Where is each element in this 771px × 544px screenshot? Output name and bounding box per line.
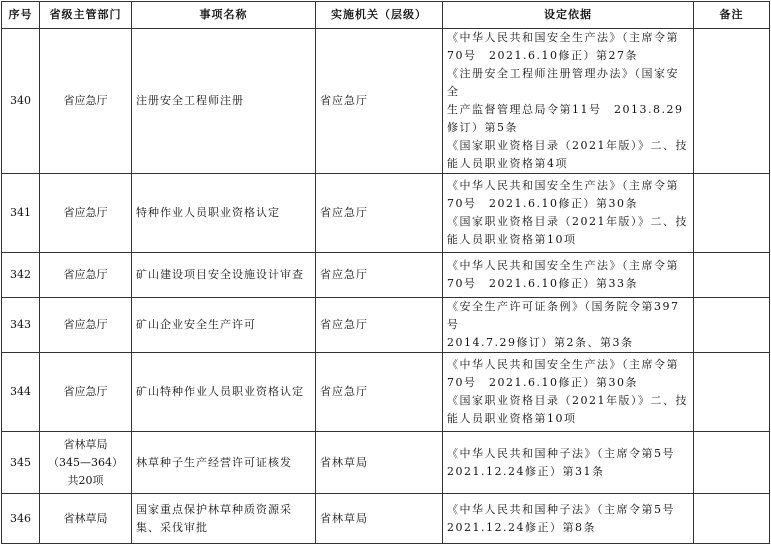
cell-no: 345	[2, 432, 40, 494]
cell-org: 省应急厅	[316, 298, 443, 353]
table-row	[2, 353, 770, 432]
cell-no: 344	[2, 353, 40, 432]
cell-no: 341	[2, 174, 40, 253]
cell-basis	[443, 494, 694, 544]
cell-name: 特种作业人员职业资格认定	[132, 174, 316, 253]
cell-basis	[443, 353, 694, 432]
cell-note	[694, 494, 770, 544]
basis-line: 《国家职业资格目录（2021年版）》二、技	[447, 394, 688, 407]
header-basis: 设定依据	[443, 2, 694, 29]
table-row	[2, 432, 770, 494]
dept-line: 省林草局	[63, 511, 108, 525]
basis-line: 2014.7.29修订）第2条、第3条	[447, 336, 634, 349]
basis-line: 能人员职业资格第10项	[447, 412, 577, 425]
cell-dept	[40, 174, 132, 253]
cell-org: 省林草局	[316, 432, 443, 494]
cell-dept	[40, 298, 132, 353]
cell-org: 省应急厅	[316, 174, 443, 253]
cell-dept	[40, 353, 132, 432]
header-row	[2, 2, 770, 29]
table-row	[2, 298, 770, 353]
table-row	[2, 174, 770, 253]
header-name: 事项名称	[132, 2, 316, 29]
basis-line: 《安全生产许可证条例》（国务院令第397号	[447, 300, 680, 331]
basis-line: 《国家职业资格目录（2021年版）》二、技	[447, 139, 688, 152]
cell-basis	[443, 432, 694, 494]
table-row	[2, 29, 770, 174]
dept-line: 省应急厅	[63, 94, 108, 107]
cell-note	[694, 253, 770, 298]
cell-no: 340	[2, 29, 40, 174]
basis-line: 《中华人民共和国种子法》（主席令第5号	[447, 446, 675, 460]
header-note: 备注	[694, 2, 770, 29]
cell-note	[694, 432, 770, 494]
basis-line: 《注册安全工程师注册管理办法》（国家安全	[447, 67, 679, 98]
cell-name: 注册安全工程师注册	[132, 29, 316, 174]
cell-org: 省应急厅	[316, 253, 443, 298]
table-row	[2, 494, 770, 544]
basis-line: 《中华人民共和国种子法》（主席令第5号	[447, 502, 675, 516]
table-row	[2, 253, 770, 298]
basis-line: 《中华人民共和国安全生产法》（主席令第	[447, 179, 679, 192]
cell-basis	[443, 29, 694, 174]
basis-line: 《中华人民共和国安全生产法》（主席令第	[447, 358, 679, 371]
cell-name: 矿山建设项目安全设施设计审查	[132, 253, 316, 298]
basis-line: 2021.12.24修正）第31条	[447, 464, 605, 478]
basis-line: 《中华人民共和国安全生产法》（主席令第	[447, 31, 679, 44]
basis-line: 70号 2021.6.10修正）第27条	[447, 49, 638, 62]
basis-line: 2021.12.24修正）第8条	[447, 520, 596, 534]
cell-dept	[40, 29, 132, 174]
dept-line: 省林草局	[63, 437, 108, 451]
cell-dept	[40, 253, 132, 298]
dept-line: 省应急厅	[63, 268, 108, 281]
cell-note	[694, 174, 770, 253]
basis-line: 能人员职业资格第10项	[447, 233, 577, 246]
cell-name: 国家重点保护林草种质资源采集、采伐审批	[132, 494, 316, 544]
basis-line: 《国家职业资格目录（2021年版）》二、技	[447, 215, 688, 228]
basis-line: 70号 2021.6.10修正）第33条	[447, 277, 638, 290]
dept-line: 省应急厅	[63, 318, 108, 331]
cell-basis	[443, 298, 694, 353]
basis-line: 生产监督管理总局令第11号 2013.8.29	[447, 103, 684, 116]
dept-line: 共20项	[67, 473, 104, 487]
permit-table	[1, 1, 770, 544]
cell-basis	[443, 174, 694, 253]
basis-line: 修订）第5条	[447, 121, 518, 134]
dept-line: 省应急厅	[63, 385, 108, 398]
cell-no: 343	[2, 298, 40, 353]
cell-name: 矿山特种作业人员职业资格认定	[132, 353, 316, 432]
cell-note	[694, 353, 770, 432]
cell-no: 346	[2, 494, 40, 544]
cell-org: 省应急厅	[316, 29, 443, 174]
cell-no: 342	[2, 253, 40, 298]
cell-name: 矿山企业安全生产许可	[132, 298, 316, 353]
table-body	[2, 29, 770, 544]
basis-line: 能人员职业资格第4项	[447, 157, 568, 170]
header-org: 实施机关（层级）	[316, 2, 443, 29]
dept-line: （345—364）	[48, 455, 123, 469]
cell-dept	[40, 432, 132, 494]
basis-line: 《中华人民共和国安全生产法》（主席令第	[447, 259, 679, 272]
basis-line: 70号 2021.6.10修正）第30条	[447, 376, 638, 389]
cell-org: 省应急厅	[316, 353, 443, 432]
cell-org: 省林草局	[316, 494, 443, 544]
cell-name: 林草种子生产经营许可证核发	[132, 432, 316, 494]
basis-line: 70号 2021.6.10修正）第30条	[447, 197, 638, 210]
cell-note	[694, 298, 770, 353]
header-dept: 省级主管部门	[40, 2, 132, 29]
dept-line: 省应急厅	[63, 206, 108, 219]
cell-note	[694, 29, 770, 174]
cell-basis	[443, 253, 694, 298]
header-no: 序号	[2, 2, 40, 29]
cell-dept	[40, 494, 132, 544]
